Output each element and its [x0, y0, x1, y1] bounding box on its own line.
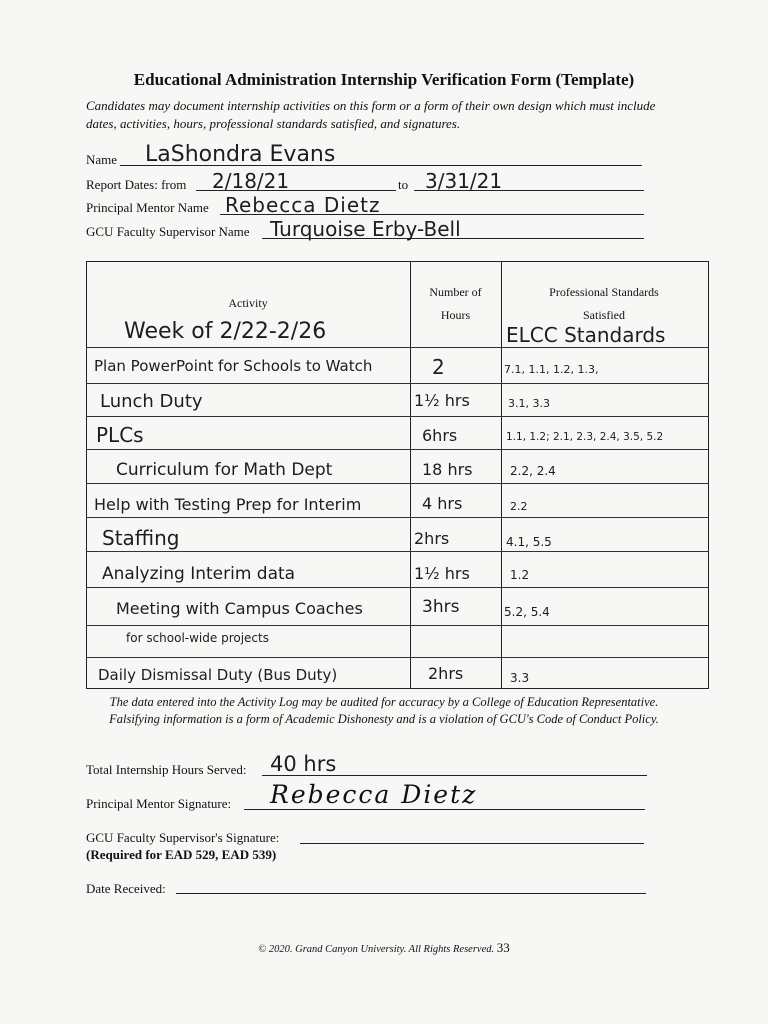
header-standards-line1: Professional Standards — [549, 285, 659, 299]
from-date-value[interactable]: 2/18/21 — [212, 169, 290, 193]
table-row-hours[interactable]: 1½ hrs — [414, 391, 470, 410]
table-row-activity[interactable]: Staffing — [102, 526, 180, 550]
date-received-underline[interactable] — [176, 893, 646, 894]
copyright: © 2020. Grand Canyon University. All Rights Reserved. — [258, 944, 495, 955]
mentor-signature-underline — [244, 809, 645, 810]
total-hours-label: Total Internship Hours Served: — [86, 762, 247, 777]
table-row-hours[interactable]: 2 — [432, 355, 445, 379]
total-hours-value[interactable]: 40 hrs — [270, 752, 337, 776]
week-label[interactable]: Week of 2/22-2/26 — [124, 319, 327, 344]
row-divider — [86, 483, 709, 484]
name-label: Name — [86, 152, 118, 167]
row-divider — [86, 517, 709, 518]
form-title: Educational Administration Internship Verification Form (Template) — [133, 70, 635, 89]
row-divider — [86, 587, 709, 588]
row-divider — [86, 347, 709, 348]
header-activity: Activity — [228, 296, 268, 310]
audit-notice: The data entered into the Activity Log may be audited for accuracy by a College of Education Representative. Falsifying information is a form of Academic Dishonesty and is a violation of GCU's Code of Conduct Policy. — [109, 695, 659, 726]
table-row-activity[interactable]: Curriculum for Math Dept — [116, 460, 333, 480]
table-row-hours[interactable]: 2hrs — [414, 529, 450, 548]
required-note: (Required for EAD 529, EAD 539) — [86, 847, 277, 862]
faculty-signature-underline[interactable] — [300, 843, 644, 844]
supervisor-name-value[interactable]: Turquoise Erby-Bell — [270, 217, 461, 241]
activity-log-table — [86, 261, 709, 689]
date-received-label: Date Received: — [86, 881, 166, 896]
table-row-standards[interactable]: 3.1, 3.3 — [508, 397, 550, 410]
row-divider — [86, 657, 709, 658]
row-divider — [86, 625, 709, 626]
standards-label[interactable]: ELCC Standards — [506, 323, 666, 347]
table-row-standards[interactable]: 2.2, 2.4 — [510, 464, 556, 478]
mentor-name-value[interactable]: Rebecca Dietz — [225, 193, 381, 217]
header-hours-line1: Number of — [429, 285, 482, 299]
faculty-signature-label: GCU Faculty Supervisor's Signature: — [86, 830, 280, 845]
page-footer — [0, 940, 768, 956]
table-row-standards[interactable]: 2.2 — [510, 500, 528, 513]
report-dates-label: Report Dates: from — [86, 177, 187, 192]
page-number: 33 — [496, 940, 510, 955]
table-row-activity[interactable]: for school-wide projects — [126, 631, 269, 645]
to-date-value[interactable]: 3/31/21 — [425, 169, 503, 193]
supervisor-name-label: GCU Faculty Supervisor Name — [86, 224, 250, 239]
table-row-standards[interactable]: 3.3 — [510, 671, 530, 685]
row-divider — [86, 449, 709, 450]
table-row-activity[interactable]: Daily Dismissal Duty (Bus Duty) — [98, 666, 338, 684]
table-row-standards[interactable]: 7.1, 1.1, 1.2, 1.3, — [504, 363, 599, 376]
to-label: to — [398, 177, 409, 192]
table-row-hours[interactable]: 4 hrs — [422, 494, 463, 513]
table-row-hours[interactable]: 1½ hrs — [414, 564, 470, 583]
mentor-name-label: Principal Mentor Name — [86, 200, 209, 215]
table-row-activity[interactable]: Analyzing Interim data — [102, 564, 296, 584]
table-row-hours[interactable]: 3hrs — [422, 597, 460, 617]
name-value[interactable]: LaShondra Evans — [145, 142, 336, 167]
table-row-hours[interactable]: 18 hrs — [422, 460, 473, 479]
header-hours-line2: Hours — [440, 308, 471, 322]
table-row-activity[interactable]: Plan PowerPoint for Schools to Watch — [94, 357, 373, 375]
table-row-hours[interactable]: 2hrs — [428, 664, 464, 683]
table-row-hours[interactable]: 6hrs — [422, 426, 458, 445]
table-row-standards[interactable]: 4.1, 5.5 — [506, 535, 552, 549]
table-row-standards[interactable]: 5.2, 5.4 — [504, 605, 550, 619]
row-divider — [86, 416, 709, 417]
form-intro: Candidates may document internship activities on this form or a form of their own design which must include dates, activities, hours, professional standards satisfied, and signatures. — [86, 98, 656, 131]
table-row-activity[interactable]: Meeting with Campus Coaches — [116, 599, 363, 618]
table-row-activity[interactable]: Lunch Duty — [100, 391, 203, 412]
table-row-activity[interactable]: PLCs — [96, 423, 144, 447]
row-divider — [86, 383, 709, 384]
header-standards-line2: Satisfied — [583, 308, 625, 322]
table-row-standards[interactable]: 1.1, 1.2; 2.1, 2.3, 2.4, 3.5, 5.2 — [506, 431, 664, 443]
table-row-standards[interactable]: 1.2 — [510, 568, 530, 582]
row-divider — [86, 551, 709, 552]
mentor-signature-label: Principal Mentor Signature: — [86, 796, 232, 811]
table-row-activity[interactable]: Help with Testing Prep for Interim — [94, 495, 362, 514]
mentor-signature-value[interactable]: Rebecca Dietz — [270, 780, 478, 809]
